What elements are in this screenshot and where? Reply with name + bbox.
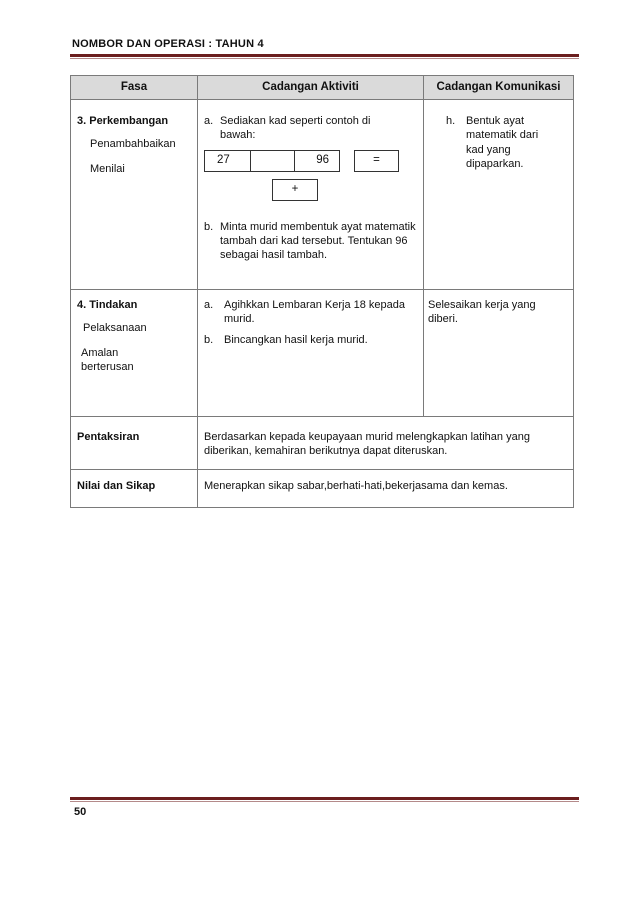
number-card: + (272, 179, 318, 201)
number-card: 96 (294, 150, 340, 172)
page-number: 50 (74, 806, 87, 818)
komunikasi-cell (424, 290, 574, 417)
fasa-item: Pelaksanaan (83, 322, 147, 335)
fasa-cell (71, 290, 198, 417)
footer-rule (70, 797, 579, 802)
item-prefix: a. (204, 299, 214, 311)
fasa-item: Menilai (90, 162, 125, 175)
number-card: 27 (204, 150, 251, 172)
item-prefix: a. (204, 115, 214, 127)
activity-cell (198, 100, 424, 290)
fasa-title: Tindakan (89, 299, 138, 311)
item-prefix: b. (204, 333, 214, 346)
row-label-cell (71, 417, 198, 470)
table-row-perkembangan (71, 100, 574, 290)
fasa-number: 4. (77, 299, 87, 311)
komunikasi-cell (424, 100, 574, 290)
column-header-aktiviti: Cadangan Aktiviti (198, 76, 424, 100)
fasa-item: Amalan berterusan (81, 346, 134, 373)
lesson-table (70, 75, 574, 508)
komunikasi-text: Bentuk ayat matematik dari kad yang dipaparkan. (466, 115, 539, 170)
column-header-komunikasi: Cadangan Komunikasi (424, 76, 574, 100)
header-rule (70, 54, 579, 59)
item-prefix: h. (446, 115, 456, 127)
row-label: Nilai dan Sikap (77, 480, 156, 492)
activity-text: Agihkkan Lembaran Kerja 18 kepada murid. (224, 299, 406, 326)
activity-text: Bincangkan hasil kerja murid. (224, 333, 368, 346)
number-cards (204, 150, 419, 212)
table-row-nilai (71, 470, 574, 508)
column-header-fasa: Fasa (71, 76, 198, 100)
row-label: Pentaksiran (77, 431, 140, 443)
row-text: Berdasarkan kepada keupayaan murid melengkapkan latihan yang diberikan, kemahiran berikutnya dapat diteruskan. (204, 431, 530, 458)
item-prefix: b. (204, 220, 214, 233)
fasa-cell (71, 100, 198, 290)
komunikasi-text: Selesaikan kerja yang diberi. (428, 299, 536, 326)
page-header-title: NOMBOR DAN OPERASI : TAHUN 4 (72, 38, 264, 50)
row-text: Menerapkan sikap sabar,berhati-hati,bekerjasama dan kemas. (204, 480, 508, 492)
number-card (250, 150, 295, 172)
table-header-row (71, 76, 574, 100)
activity-text: Minta murid membentuk ayat matematik tambah dari kad tersebut. Tentukan 96 sebagai hasil tambah. (220, 220, 416, 262)
row-text-cell (198, 417, 574, 470)
table-row-pentaksiran (71, 417, 574, 470)
row-text-cell (198, 470, 574, 508)
number-card: = (354, 150, 399, 172)
activity-text: Sediakan kad seperti contoh di bawah: (220, 115, 371, 142)
fasa-title: 3. Perkembangan (77, 115, 169, 127)
activity-cell (198, 290, 424, 417)
table-row-tindakan (71, 290, 574, 417)
row-label-cell (71, 470, 198, 508)
fasa-item: Penambahbaikan (90, 138, 176, 151)
